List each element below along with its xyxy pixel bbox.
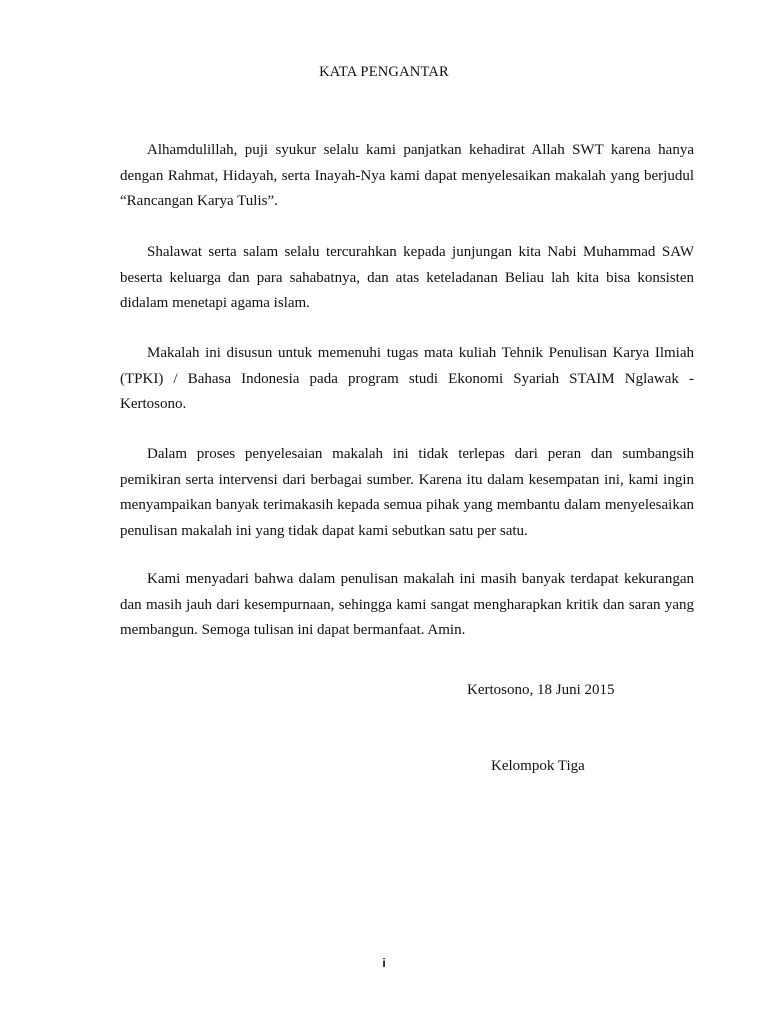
page-number: i xyxy=(382,956,386,970)
paragraph-shalawat: Shalawat serta salam selalu tercurahkan kepada junjungan kita Nabi Muhammad SAW beserta keluarga dan para sahabatnya, dan atas keteladanan Beliau lah kita bisa konsisten didalam menetapi agama islam. xyxy=(120,244,694,311)
page-title: KATA PENGANTAR xyxy=(319,64,449,80)
paragraph-acknowledgement: Dalam proses penyelesaian makalah ini tidak terlepas dari peran dan sumbangsih pemikiran serta intervensi dari berbagai sumber. Karena itu dalam kesempatan ini, kami ingin menyampaikan banyak terimakasih kepada semua pihak yang membantu dalam menyelesaikan penulisan makalah ini yang tidak dapat kami sebutkan satu per satu. xyxy=(120,446,694,539)
paragraph-purpose: Makalah ini disusun untuk memenuhi tugas mata kuliah Tehnik Penulisan Karya Ilmiah (TPKI) / Bahasa Indonesia pada program studi Ekonomi Syariah STAIM Nglawak - Kertosono. xyxy=(120,345,694,412)
paragraph-opening: Alhamdulillah, puji syukur selalu kami panjatkan kehadirat Allah SWT karena hanya dengan Rahmat, Hidayah, serta Inayah-Nya kami dapat menyelesaikan makalah yang berjudul “Rancangan Karya Tulis”. xyxy=(120,142,694,209)
signature-author: Kelompok Tiga xyxy=(491,758,585,774)
paragraph-closing: Kami menyadari bahwa dalam penulisan makalah ini masih banyak terdapat kekurangan dan masih jauh dari kesempurnaan, sehingga kami sangat mengharapkan kritik dan saran yang membangun. Semoga tulisan ini dapat bermanfaat. Amin. xyxy=(120,571,694,638)
place-date: Kertosono, 18 Juni 2015 xyxy=(467,682,615,698)
